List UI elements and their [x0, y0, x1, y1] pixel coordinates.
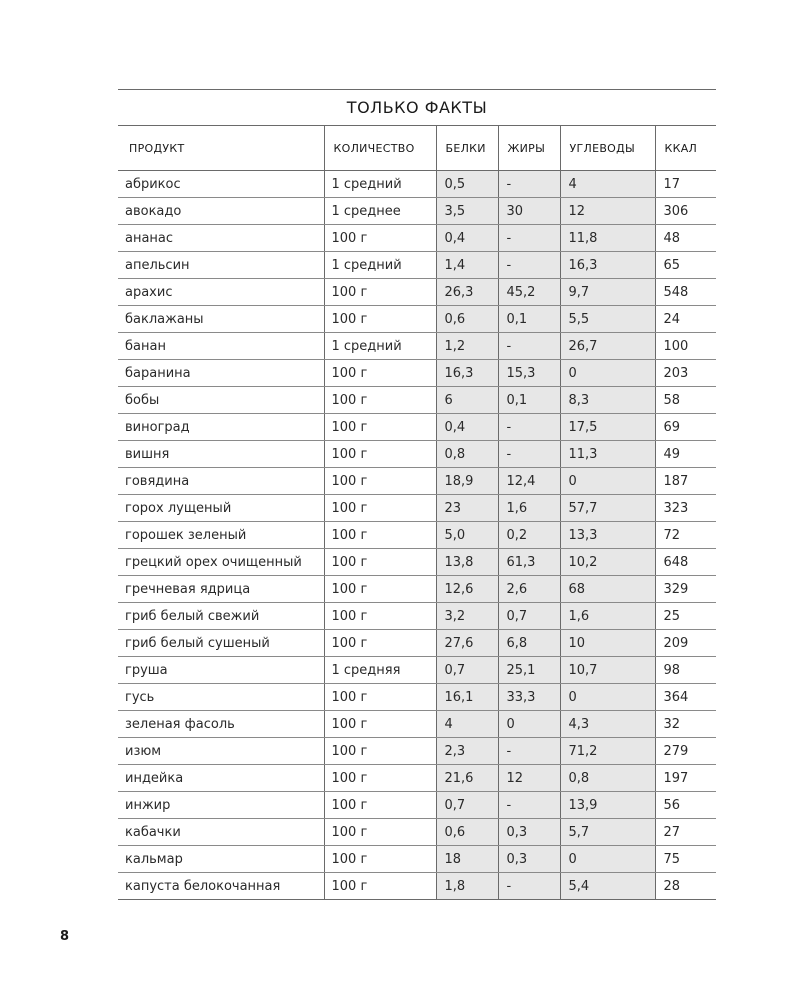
cell-carbs: 13,3: [560, 522, 655, 549]
cell-quantity: 100 г: [324, 603, 436, 630]
table-row: [118, 522, 716, 549]
cell-carbs: 5,4: [560, 873, 655, 900]
cell-protein: 0,8: [436, 441, 498, 468]
cell-fat: 0,1: [498, 387, 560, 414]
cell-kcal: 28: [655, 873, 716, 900]
table-header-row: [118, 126, 716, 171]
table-row: [118, 171, 716, 198]
cell-kcal: 203: [655, 360, 716, 387]
cell-kcal: 197: [655, 765, 716, 792]
cell-quantity: 100 г: [324, 387, 436, 414]
cell-kcal: 279: [655, 738, 716, 765]
table-row: [118, 333, 716, 360]
cell-protein: 0,7: [436, 657, 498, 684]
cell-protein: 5,0: [436, 522, 498, 549]
cell-quantity: 100 г: [324, 468, 436, 495]
cell-kcal: 32: [655, 711, 716, 738]
cell-kcal: 306: [655, 198, 716, 225]
cell-carbs: 10: [560, 630, 655, 657]
table-row: [118, 765, 716, 792]
cell-product: баранина: [118, 360, 324, 387]
cell-product: инжир: [118, 792, 324, 819]
cell-quantity: 100 г: [324, 846, 436, 873]
table-row: [118, 279, 716, 306]
cell-protein: 27,6: [436, 630, 498, 657]
cell-quantity: 100 г: [324, 414, 436, 441]
cell-quantity: 100 г: [324, 549, 436, 576]
table-row: [118, 603, 716, 630]
cell-carbs: 57,7: [560, 495, 655, 522]
cell-protein: 21,6: [436, 765, 498, 792]
cell-product: гриб белый свежий: [118, 603, 324, 630]
table-row: [118, 414, 716, 441]
cell-kcal: 17: [655, 171, 716, 198]
cell-fat: 33,3: [498, 684, 560, 711]
cell-protein: 1,4: [436, 252, 498, 279]
cell-quantity: 100 г: [324, 522, 436, 549]
cell-fat: 0,1: [498, 306, 560, 333]
cell-fat: 0,3: [498, 819, 560, 846]
cell-kcal: 24: [655, 306, 716, 333]
cell-product: гречневая ядрица: [118, 576, 324, 603]
cell-product: бобы: [118, 387, 324, 414]
cell-product: говядина: [118, 468, 324, 495]
cell-fat: 6,8: [498, 630, 560, 657]
cell-kcal: 49: [655, 441, 716, 468]
cell-fat: -: [498, 738, 560, 765]
cell-quantity: 1 средний: [324, 252, 436, 279]
cell-quantity: 100 г: [324, 630, 436, 657]
cell-quantity: 100 г: [324, 576, 436, 603]
cell-protein: 3,5: [436, 198, 498, 225]
cell-protein: 26,3: [436, 279, 498, 306]
cell-carbs: 4: [560, 171, 655, 198]
cell-product: капуста белокочанная: [118, 873, 324, 900]
header-product: ПРОДУКТ: [118, 126, 324, 171]
header-quantity: КОЛИЧЕСТВО: [324, 126, 436, 171]
cell-kcal: 56: [655, 792, 716, 819]
cell-carbs: 10,7: [560, 657, 655, 684]
cell-product: груша: [118, 657, 324, 684]
cell-carbs: 11,3: [560, 441, 655, 468]
cell-quantity: 1 средний: [324, 171, 436, 198]
cell-fat: -: [498, 333, 560, 360]
cell-fat: 12: [498, 765, 560, 792]
cell-carbs: 0: [560, 468, 655, 495]
cell-protein: 2,3: [436, 738, 498, 765]
cell-quantity: 100 г: [324, 738, 436, 765]
cell-quantity: 100 г: [324, 711, 436, 738]
table-title: ТОЛЬКО ФАКТЫ: [118, 89, 716, 126]
cell-kcal: 323: [655, 495, 716, 522]
cell-product: кальмар: [118, 846, 324, 873]
header-fat: ЖИРЫ: [498, 126, 560, 171]
cell-kcal: 48: [655, 225, 716, 252]
cell-product: ананас: [118, 225, 324, 252]
table-body: [118, 171, 716, 900]
cell-protein: 0,4: [436, 225, 498, 252]
cell-fat: -: [498, 873, 560, 900]
cell-protein: 0,5: [436, 171, 498, 198]
table-row: [118, 306, 716, 333]
cell-carbs: 16,3: [560, 252, 655, 279]
cell-quantity: 1 средний: [324, 333, 436, 360]
cell-carbs: 9,7: [560, 279, 655, 306]
cell-fat: -: [498, 171, 560, 198]
cell-product: изюм: [118, 738, 324, 765]
cell-fat: 30: [498, 198, 560, 225]
cell-kcal: 65: [655, 252, 716, 279]
cell-kcal: 58: [655, 387, 716, 414]
table-row: [118, 657, 716, 684]
table-row: [118, 468, 716, 495]
cell-carbs: 26,7: [560, 333, 655, 360]
cell-quantity: 100 г: [324, 279, 436, 306]
cell-carbs: 11,8: [560, 225, 655, 252]
cell-protein: 6: [436, 387, 498, 414]
cell-fat: 2,6: [498, 576, 560, 603]
cell-quantity: 100 г: [324, 441, 436, 468]
cell-carbs: 17,5: [560, 414, 655, 441]
cell-protein: 12,6: [436, 576, 498, 603]
cell-quantity: 100 г: [324, 360, 436, 387]
cell-protein: 0,6: [436, 306, 498, 333]
cell-product: гусь: [118, 684, 324, 711]
cell-product: грецкий орех очищенный: [118, 549, 324, 576]
cell-fat: 45,2: [498, 279, 560, 306]
cell-fat: 1,6: [498, 495, 560, 522]
cell-kcal: 98: [655, 657, 716, 684]
cell-protein: 1,8: [436, 873, 498, 900]
cell-quantity: 100 г: [324, 873, 436, 900]
cell-fat: -: [498, 414, 560, 441]
cell-carbs: 5,7: [560, 819, 655, 846]
cell-carbs: 71,2: [560, 738, 655, 765]
cell-product: кабачки: [118, 819, 324, 846]
cell-carbs: 0: [560, 684, 655, 711]
cell-kcal: 187: [655, 468, 716, 495]
table-row: [118, 738, 716, 765]
cell-product: абрикос: [118, 171, 324, 198]
cell-product: вишня: [118, 441, 324, 468]
cell-quantity: 100 г: [324, 495, 436, 522]
table-row: [118, 198, 716, 225]
cell-kcal: 209: [655, 630, 716, 657]
cell-carbs: 13,9: [560, 792, 655, 819]
cell-protein: 16,1: [436, 684, 498, 711]
table-row: [118, 360, 716, 387]
cell-carbs: 10,2: [560, 549, 655, 576]
cell-quantity: 100 г: [324, 819, 436, 846]
cell-fat: 0: [498, 711, 560, 738]
cell-product: горох лущеный: [118, 495, 324, 522]
cell-product: арахис: [118, 279, 324, 306]
table-row: [118, 792, 716, 819]
cell-fat: -: [498, 441, 560, 468]
cell-product: зеленая фасоль: [118, 711, 324, 738]
cell-kcal: 75: [655, 846, 716, 873]
table-row: [118, 846, 716, 873]
cell-protein: 0,7: [436, 792, 498, 819]
cell-product: авокадо: [118, 198, 324, 225]
table-row: [118, 495, 716, 522]
cell-product: горошек зеленый: [118, 522, 324, 549]
cell-carbs: 8,3: [560, 387, 655, 414]
cell-kcal: 364: [655, 684, 716, 711]
page-number: 8: [60, 929, 70, 944]
cell-carbs: 0: [560, 360, 655, 387]
cell-fat: 15,3: [498, 360, 560, 387]
table-row: [118, 225, 716, 252]
cell-carbs: 5,5: [560, 306, 655, 333]
cell-kcal: 27: [655, 819, 716, 846]
cell-fat: 61,3: [498, 549, 560, 576]
cell-protein: 23: [436, 495, 498, 522]
cell-fat: -: [498, 252, 560, 279]
cell-carbs: 0,8: [560, 765, 655, 792]
cell-fat: 0,3: [498, 846, 560, 873]
cell-product: банан: [118, 333, 324, 360]
cell-carbs: 1,6: [560, 603, 655, 630]
cell-kcal: 72: [655, 522, 716, 549]
cell-product: индейка: [118, 765, 324, 792]
cell-fat: 0,2: [498, 522, 560, 549]
cell-protein: 3,2: [436, 603, 498, 630]
table-row: [118, 873, 716, 900]
table-row: [118, 387, 716, 414]
cell-fat: 12,4: [498, 468, 560, 495]
cell-kcal: 329: [655, 576, 716, 603]
table-row: [118, 630, 716, 657]
cell-protein: 1,2: [436, 333, 498, 360]
cell-product: гриб белый сушеный: [118, 630, 324, 657]
table-row: [118, 252, 716, 279]
header-protein: БЕЛКИ: [436, 126, 498, 171]
cell-carbs: 0: [560, 846, 655, 873]
cell-quantity: 100 г: [324, 306, 436, 333]
cell-quantity: 1 средняя: [324, 657, 436, 684]
cell-kcal: 25: [655, 603, 716, 630]
table-row: [118, 576, 716, 603]
cell-product: виноград: [118, 414, 324, 441]
nutrition-facts-table: [118, 126, 716, 900]
cell-product: баклажаны: [118, 306, 324, 333]
table-row: [118, 711, 716, 738]
cell-kcal: 548: [655, 279, 716, 306]
cell-fat: -: [498, 792, 560, 819]
table-row: [118, 441, 716, 468]
cell-fat: -: [498, 225, 560, 252]
cell-protein: 0,4: [436, 414, 498, 441]
cell-quantity: 1 среднее: [324, 198, 436, 225]
cell-quantity: 100 г: [324, 765, 436, 792]
cell-product: апельсин: [118, 252, 324, 279]
cell-fat: 25,1: [498, 657, 560, 684]
table-row: [118, 684, 716, 711]
cell-protein: 13,8: [436, 549, 498, 576]
header-kcal: ККАЛ: [655, 126, 716, 171]
table-row: [118, 549, 716, 576]
cell-quantity: 100 г: [324, 225, 436, 252]
cell-kcal: 69: [655, 414, 716, 441]
cell-fat: 0,7: [498, 603, 560, 630]
cell-protein: 18: [436, 846, 498, 873]
header-carbs: УГЛЕВОДЫ: [560, 126, 655, 171]
cell-protein: 16,3: [436, 360, 498, 387]
cell-protein: 0,6: [436, 819, 498, 846]
cell-kcal: 100: [655, 333, 716, 360]
cell-kcal: 648: [655, 549, 716, 576]
cell-carbs: 4,3: [560, 711, 655, 738]
cell-carbs: 12: [560, 198, 655, 225]
cell-carbs: 68: [560, 576, 655, 603]
cell-quantity: 100 г: [324, 792, 436, 819]
cell-protein: 4: [436, 711, 498, 738]
cell-quantity: 100 г: [324, 684, 436, 711]
cell-protein: 18,9: [436, 468, 498, 495]
table-row: [118, 819, 716, 846]
